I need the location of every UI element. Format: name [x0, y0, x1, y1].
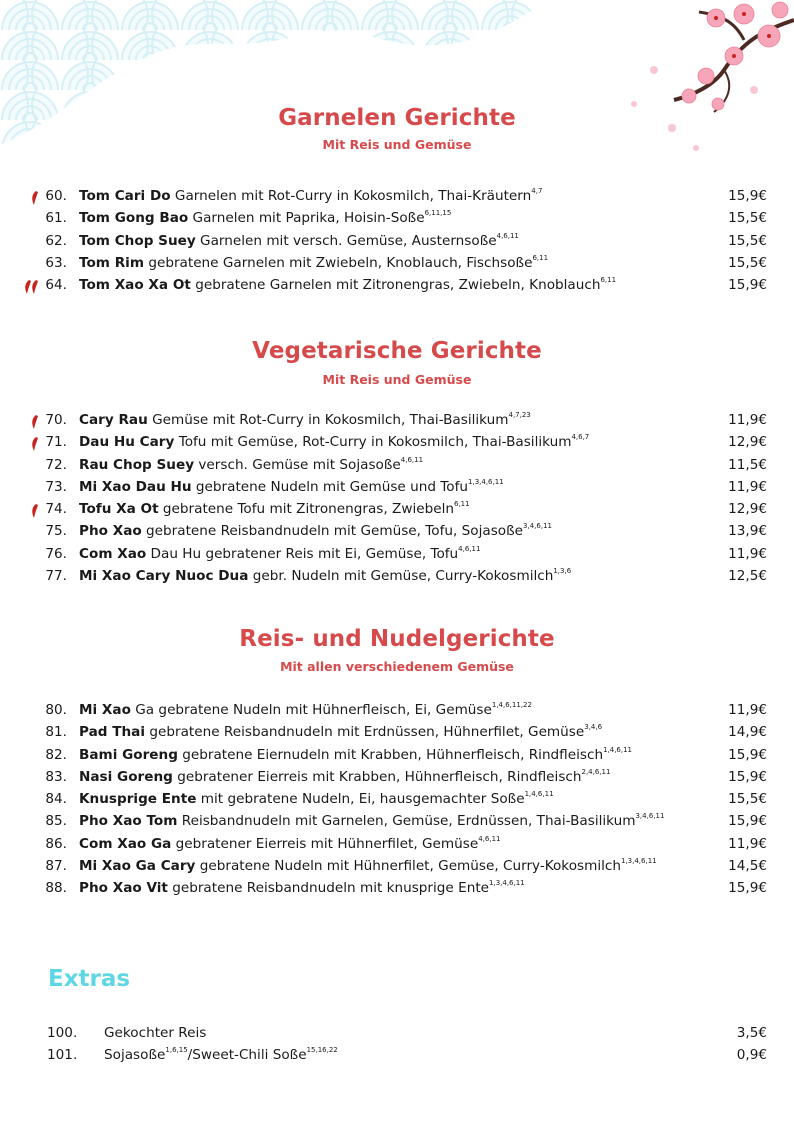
item-text: mit gebratene Nudeln, Ei, hausgemachter Soße — [200, 791, 525, 808]
item-description — [79, 812, 709, 831]
item-price: 15,9€ — [728, 746, 767, 763]
item-description — [79, 456, 709, 475]
item-text: Dau Hu gebratener Reis mit Ei, Gemüse, Tofu — [150, 545, 459, 562]
allergen-codes: 3,4,6 — [584, 723, 603, 732]
item-name: Gekochter Reis — [104, 1025, 207, 1041]
item-number: 101. — [47, 1047, 78, 1064]
item-name: Bami Goreng — [79, 746, 178, 763]
menu-item — [0, 500, 794, 519]
allergen-codes: 1,4,6,11 — [603, 745, 633, 754]
allergen-codes: 1,4,6,11 — [524, 790, 554, 799]
item-price: 11,9€ — [728, 412, 767, 428]
item-price: 15,9€ — [728, 813, 767, 830]
menu-list-reis-nudel — [0, 701, 794, 902]
item-description — [79, 768, 709, 787]
menu-item — [0, 857, 794, 876]
item-price: 15,9€ — [728, 188, 767, 204]
item-description — [79, 790, 709, 809]
item-price: 15,5€ — [728, 791, 767, 808]
item-number: 63. — [45, 254, 67, 271]
item-description — [79, 522, 709, 541]
menu-item — [0, 522, 794, 541]
item-price: 11,9€ — [728, 478, 767, 495]
item-price: 14,5€ — [728, 858, 767, 875]
item-number: 88. — [45, 880, 67, 897]
item-text: gebratene Eiernudeln mit Krabben, Hühnerfleisch, Rindfleisch — [182, 746, 604, 763]
allergen-codes: 4,7 — [531, 187, 543, 195]
extras-list — [0, 1024, 794, 1069]
item-text: gebratene Reisbandnudeln mit Gemüse, Tofu, Sojasoße — [146, 523, 524, 540]
item-description — [79, 232, 709, 251]
item-description — [79, 478, 709, 497]
item-name: Tom Rim — [79, 254, 144, 271]
item-name: Tom Xao Xa Ot — [79, 277, 191, 294]
menu-item — [0, 433, 794, 452]
allergen-codes: 3,4,6,11 — [635, 812, 665, 821]
allergen-codes: 4,7,23 — [508, 411, 531, 419]
item-description — [79, 857, 709, 876]
item-number: 82. — [45, 746, 67, 763]
item-price: 11,9€ — [728, 835, 767, 852]
menu-item — [0, 209, 794, 228]
item-name: Nasi Goreng — [79, 768, 173, 785]
item-number: 87. — [45, 858, 67, 875]
item-number: 70. — [45, 412, 67, 428]
menu-item — [0, 812, 794, 831]
item-name: Cary Rau — [79, 412, 148, 428]
item-text: gebratene Garnelen mit Zwiebeln, Knoblauch, Fischsoße — [148, 254, 533, 271]
item-description — [79, 879, 709, 898]
item-name: Tom Cari Do — [79, 188, 171, 204]
item-price: 14,9€ — [728, 724, 767, 741]
item-price: 12,9€ — [728, 434, 767, 451]
item-name: Mi Xao Ga Cary — [79, 858, 196, 875]
item-name: Mi Xao Dau Hu — [79, 478, 192, 495]
item-text: gebratene Reisbandnudeln mit Erdnüssen, Hühnerfilet, Gemüse — [149, 724, 585, 741]
item-number: 84. — [45, 791, 67, 808]
item-number: 71. — [45, 434, 67, 451]
item-price: 15,5€ — [728, 210, 767, 227]
item-price: 15,9€ — [728, 880, 767, 897]
menu-item — [0, 254, 794, 273]
menu-item — [0, 545, 794, 564]
menu-item — [0, 411, 794, 430]
allergen-codes: 6,11 — [454, 500, 470, 509]
item-price: 11,9€ — [728, 702, 767, 718]
allergen-codes: 1,3,4,6,11 — [468, 477, 504, 486]
item-name: Tom Chop Suey — [79, 232, 196, 249]
item-description — [79, 567, 709, 586]
item-number: 64. — [45, 277, 67, 294]
item-name: Com Xao Ga — [79, 835, 172, 852]
item-description — [79, 835, 709, 854]
item-text: gebratener Eierreis mit Krabben, Hühnerfleisch, Rindfleisch — [177, 768, 582, 785]
item-text: Garnelen mit versch. Gemüse, Austernsoße — [200, 232, 497, 249]
item-text: gebratene Nudeln mit Gemüse und Tofu — [195, 478, 469, 495]
item-number: 80. — [45, 702, 67, 718]
item-price: 12,5€ — [728, 568, 767, 585]
item-name: Mi Xao — [79, 702, 131, 718]
item-number: 61. — [45, 210, 67, 227]
item-name: Com Xao — [79, 545, 147, 562]
section-subtitle-garnelen: Mit Reis und Gemüse — [322, 137, 472, 152]
allergen-codes: 15,16,22 — [306, 1046, 338, 1055]
item-text: Tofu mit Gemüse, Rot-Curry in Kokosmilch, Thai-Basilikum — [178, 434, 572, 451]
item-text: versch. Gemüse mit Sojasoße — [198, 456, 401, 473]
extras-item — [0, 1046, 794, 1065]
cherry-blossom-decoration — [594, 0, 794, 160]
item-price: 15,9€ — [728, 277, 767, 294]
item-name: Sojasoße — [104, 1047, 166, 1064]
item-description — [79, 209, 709, 228]
menu-item — [0, 232, 794, 251]
item-number: 74. — [45, 501, 67, 518]
item-number: 72. — [45, 456, 67, 473]
menu-item — [0, 835, 794, 854]
allergen-codes: 1,3,6 — [553, 567, 572, 576]
item-price: 11,9€ — [728, 545, 767, 562]
item-number: 60. — [45, 188, 67, 204]
item-number: 83. — [45, 768, 67, 785]
item-description — [79, 433, 709, 452]
item-description — [79, 187, 709, 206]
item-name: Knusprige Ente — [79, 791, 197, 808]
item-number: 75. — [45, 523, 67, 540]
item-text: Ga gebratene Nudeln mit Hühnerfleisch, Ei, Gemüse — [135, 702, 492, 718]
section-title-garnelen: Garnelen Gerichte — [278, 105, 516, 131]
allergen-codes: 1,4,6,11,22 — [491, 701, 532, 709]
allergen-codes: 1,3,4,6,11 — [489, 879, 525, 888]
section-title-vegetarisch: Vegetarische Gerichte — [252, 338, 542, 364]
allergen-codes: 6,11,15 — [424, 209, 452, 218]
item-description — [104, 1024, 794, 1043]
menu-item — [0, 746, 794, 765]
item-text: gebratener Eierreis mit Hühnerfilet, Gemüse — [175, 835, 479, 852]
item-number: 81. — [45, 724, 67, 741]
allergen-codes: 3,4,6,11 — [523, 522, 552, 531]
menu-item — [0, 478, 794, 497]
item-description — [79, 746, 709, 765]
allergen-codes: 4,6,11 — [458, 544, 481, 553]
allergen-codes: 4,6,11 — [400, 455, 424, 464]
extras-title: Extras — [48, 966, 131, 992]
item-name: Tofu Xa Ot — [79, 501, 159, 518]
item-name: Pho Xao Tom — [79, 813, 178, 830]
item-description — [79, 701, 709, 720]
allergen-codes: 4,6,7 — [571, 433, 590, 442]
item-description — [79, 500, 709, 519]
item-description — [79, 254, 709, 273]
item-description — [79, 723, 709, 742]
menu-list-garnelen — [0, 187, 794, 298]
item-number: 62. — [45, 232, 67, 249]
item-text: gebratene Reisbandnudeln mit knusprige Ente — [172, 880, 490, 897]
item-number: 76. — [45, 545, 67, 562]
allergen-codes: 6,11 — [600, 276, 617, 285]
menu-item — [0, 567, 794, 586]
menu-item — [0, 768, 794, 787]
item-number: 100. — [47, 1025, 78, 1041]
item-description — [79, 276, 709, 295]
item-price: 15,9€ — [728, 768, 767, 785]
item-name: /Sweet-Chili Soße — [187, 1047, 307, 1064]
allergen-codes: 4,6,11 — [478, 834, 501, 843]
item-text: Gemüse mit Rot-Curry in Kokosmilch, Thai-Basilikum — [152, 412, 509, 428]
item-name: Tom Gong Bao — [79, 210, 189, 227]
item-name: Pho Xao Vit — [79, 880, 168, 897]
menu-item — [0, 790, 794, 809]
section-subtitle-reis-nudel: Mit allen verschiedenem Gemüse — [280, 659, 514, 674]
item-price: 12,9€ — [728, 501, 767, 518]
item-price: 15,5€ — [728, 254, 767, 271]
item-price: 13,9€ — [728, 523, 767, 540]
menu-item — [0, 701, 794, 720]
item-text: gebr. Nudeln mit Gemüse, Curry-Kokosmilch — [252, 568, 554, 585]
item-name: Pho Xao — [79, 523, 142, 540]
allergen-codes: 2,4,6,11 — [581, 767, 611, 776]
item-text: Reisbandnudeln mit Garnelen, Gemüse, Erdnüssen, Thai-Basilikum — [181, 813, 636, 830]
item-price: 15,5€ — [728, 232, 767, 249]
item-description — [79, 545, 709, 564]
item-name: Rau Chop Suey — [79, 456, 195, 473]
menu-item — [0, 456, 794, 475]
item-price: 11,5€ — [728, 456, 767, 473]
item-text: gebratene Tofu mit Zitronengras, Zwiebeln — [162, 501, 454, 518]
allergen-codes: 4,6,11 — [496, 231, 519, 240]
item-number: 85. — [45, 813, 67, 830]
menu-item — [0, 276, 794, 295]
item-text: Garnelen mit Paprika, Hoisin-Soße — [192, 210, 425, 227]
extras-item — [0, 1024, 794, 1043]
item-name: Mi Xao Cary Nuoc Dua — [79, 568, 249, 585]
menu-item — [0, 723, 794, 742]
menu-item — [0, 879, 794, 898]
allergen-codes: 6,11 — [532, 253, 549, 262]
item-name: Dau Hu Cary — [79, 434, 175, 451]
item-price: 3,5€ — [736, 1025, 767, 1041]
section-subtitle-vegetarisch: Mit Reis und Gemüse — [322, 372, 472, 387]
item-number: 73. — [45, 478, 67, 495]
menu-list-vegetarisch — [0, 411, 794, 589]
section-title-reis-nudel: Reis- und Nudelgerichte — [239, 626, 555, 652]
item-name: Pad Thai — [79, 724, 146, 741]
allergen-codes: 1,6,15 — [165, 1046, 188, 1055]
item-text: Garnelen mit Rot-Curry in Kokosmilch, Thai-Kräutern — [174, 188, 532, 204]
item-price: 0,9€ — [736, 1047, 767, 1064]
item-text: gebratene Garnelen mit Zitronengras, Zwiebeln, Knoblauch — [195, 277, 601, 294]
item-number: 86. — [45, 835, 67, 852]
item-text: gebratene Nudeln mit Hühnerfilet, Gemüse, Curry-Kokosmilch — [199, 858, 621, 875]
item-description — [79, 411, 709, 430]
item-description — [104, 1046, 794, 1065]
menu-item — [0, 187, 794, 206]
allergen-codes: 1,3,4,6,11 — [620, 857, 657, 866]
item-number: 77. — [45, 568, 67, 585]
